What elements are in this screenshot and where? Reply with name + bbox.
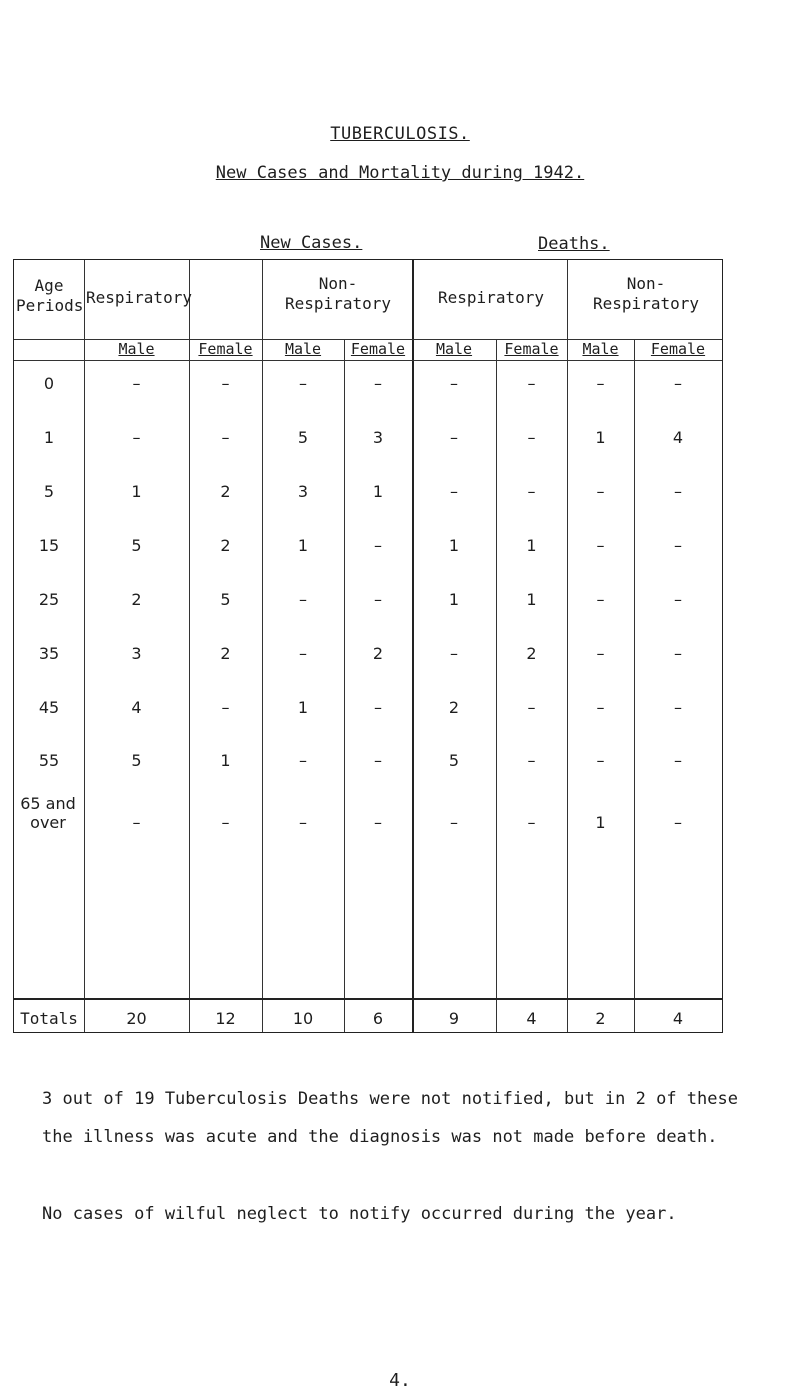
data-cell: – — [674, 698, 682, 717]
data-cell: 1 — [526, 590, 537, 609]
data-cell: – — [527, 813, 536, 832]
data-cell: – — [596, 590, 605, 609]
totals-label: Totals — [20, 1009, 78, 1028]
data-cell: 5 — [448, 751, 460, 770]
data-cell: – — [132, 813, 141, 832]
data-cell: – — [527, 428, 536, 447]
data-cell: 1 — [595, 428, 606, 447]
tuberculosis-table — [13, 259, 723, 1033]
data-cell: – — [374, 698, 382, 717]
data-cell: – — [132, 428, 141, 447]
data-cell: 2 — [220, 482, 231, 501]
data-cell: 3 — [372, 428, 384, 447]
total-cell: 12 — [215, 1009, 236, 1028]
data-cell: – — [674, 536, 682, 555]
data-cell: – — [674, 644, 682, 663]
age-cell: 5 — [43, 482, 55, 501]
data-cell: – — [374, 374, 382, 393]
sub-header-female: Female — [350, 340, 406, 358]
data-cell: – — [674, 813, 682, 832]
data-cell: – — [527, 374, 536, 393]
data-cell: – — [596, 644, 605, 663]
data-cell: 1 — [526, 536, 537, 555]
data-cell: 5 — [220, 590, 231, 609]
total-cell: 4 — [672, 1009, 684, 1028]
data-cell: – — [221, 698, 230, 717]
data-cell: – — [596, 698, 605, 717]
data-cell: – — [596, 536, 605, 555]
data-cell: – — [374, 751, 382, 770]
data-cell: – — [450, 428, 458, 447]
data-cell: 5 — [131, 751, 142, 770]
data-cell: 3 — [297, 482, 309, 501]
data-cell: – — [374, 590, 382, 609]
data-cell: – — [221, 428, 230, 447]
data-cell: – — [299, 590, 307, 609]
age-cell: 1 — [43, 428, 55, 447]
data-cell: – — [674, 482, 682, 501]
data-cell: – — [221, 813, 230, 832]
page-number: 4. — [389, 1370, 411, 1391]
data-cell: 2 — [220, 644, 231, 663]
neglect-paragraph: No cases of wilful neglect to notify occurred during the year. — [42, 1204, 677, 1224]
sub-header-male: Male — [284, 340, 322, 358]
data-cell: 1 — [297, 536, 309, 555]
age-cell: 35 — [38, 644, 60, 663]
total-cell: 20 — [126, 1009, 147, 1028]
total-cell: 9 — [448, 1009, 460, 1028]
data-cell: – — [527, 698, 536, 717]
data-cell: 1 — [131, 482, 142, 501]
age-cell: 25 — [38, 590, 60, 609]
sub-header-male: Male — [435, 340, 473, 358]
page-title: TUBERCULOSIS. — [330, 124, 470, 144]
data-cell: 1 — [448, 536, 460, 555]
page-subtitle: New Cases and Mortality during 1942. — [215, 163, 585, 183]
data-cell: – — [596, 374, 605, 393]
data-cell: 4 — [131, 698, 142, 717]
data-cell: – — [674, 590, 682, 609]
new-respiratory-header: Respiratory — [86, 288, 192, 307]
deaths-respiratory-header: Respiratory — [438, 288, 544, 307]
data-cell: – — [450, 813, 458, 832]
total-cell: 4 — [526, 1009, 537, 1028]
deaths-non-respiratory-header: Non- Respiratory — [593, 274, 699, 313]
total-cell: 6 — [372, 1009, 384, 1028]
data-cell: 1 — [448, 590, 460, 609]
new-non-respiratory-header: Non- Respiratory — [285, 274, 391, 313]
total-cell: 2 — [595, 1009, 606, 1028]
data-cell: 1 — [372, 482, 384, 501]
data-cell: – — [527, 751, 536, 770]
data-cell: – — [527, 482, 536, 501]
data-cell: – — [674, 751, 682, 770]
data-cell: – — [299, 644, 307, 663]
data-cell: – — [450, 482, 458, 501]
deaths-heading: Deaths. — [538, 234, 610, 254]
age-periods-header: Age Periods — [16, 276, 84, 315]
sub-header-female: Female — [198, 340, 253, 358]
notification-paragraph: 3 out of 19 Tuberculosis Deaths were not notified, but in 2 of these the illness was acute and the diagnosis was not made before death. — [42, 1089, 738, 1147]
age-cell: 15 — [38, 536, 60, 555]
data-cell: – — [132, 374, 141, 393]
data-cell: 2 — [372, 644, 384, 663]
data-cell: – — [221, 374, 230, 393]
age-cell: 65 and over — [20, 794, 76, 832]
data-cell: 2 — [131, 590, 142, 609]
data-cell: – — [450, 644, 458, 663]
total-cell: 10 — [292, 1009, 314, 1028]
age-cell: 0 — [43, 374, 55, 393]
sub-header-female: Female — [650, 340, 706, 358]
data-cell: 5 — [297, 428, 309, 447]
data-cell: 3 — [131, 644, 142, 663]
data-cell: 2 — [448, 698, 460, 717]
age-cell: 55 — [38, 751, 60, 770]
data-cell: 2 — [526, 644, 537, 663]
data-cell: – — [299, 751, 307, 770]
sub-header-female: Female — [504, 340, 559, 358]
data-cell: 1 — [297, 698, 309, 717]
new-cases-heading: New Cases. — [260, 233, 363, 253]
data-cell: – — [450, 374, 458, 393]
data-cell: – — [674, 374, 682, 393]
data-cell: 1 — [220, 751, 231, 770]
data-cell: – — [374, 536, 382, 555]
data-cell: – — [299, 374, 307, 393]
data-cell: – — [374, 813, 382, 832]
data-cell: – — [299, 813, 307, 832]
sub-header-male: Male — [118, 340, 155, 358]
data-cell: 1 — [595, 813, 606, 832]
age-cell: 45 — [38, 698, 60, 717]
data-cell: 4 — [672, 428, 684, 447]
data-cell: 5 — [131, 536, 142, 555]
data-cell: – — [596, 482, 605, 501]
sub-header-male: Male — [582, 340, 619, 358]
data-cell: – — [596, 751, 605, 770]
data-cell: 2 — [220, 536, 231, 555]
